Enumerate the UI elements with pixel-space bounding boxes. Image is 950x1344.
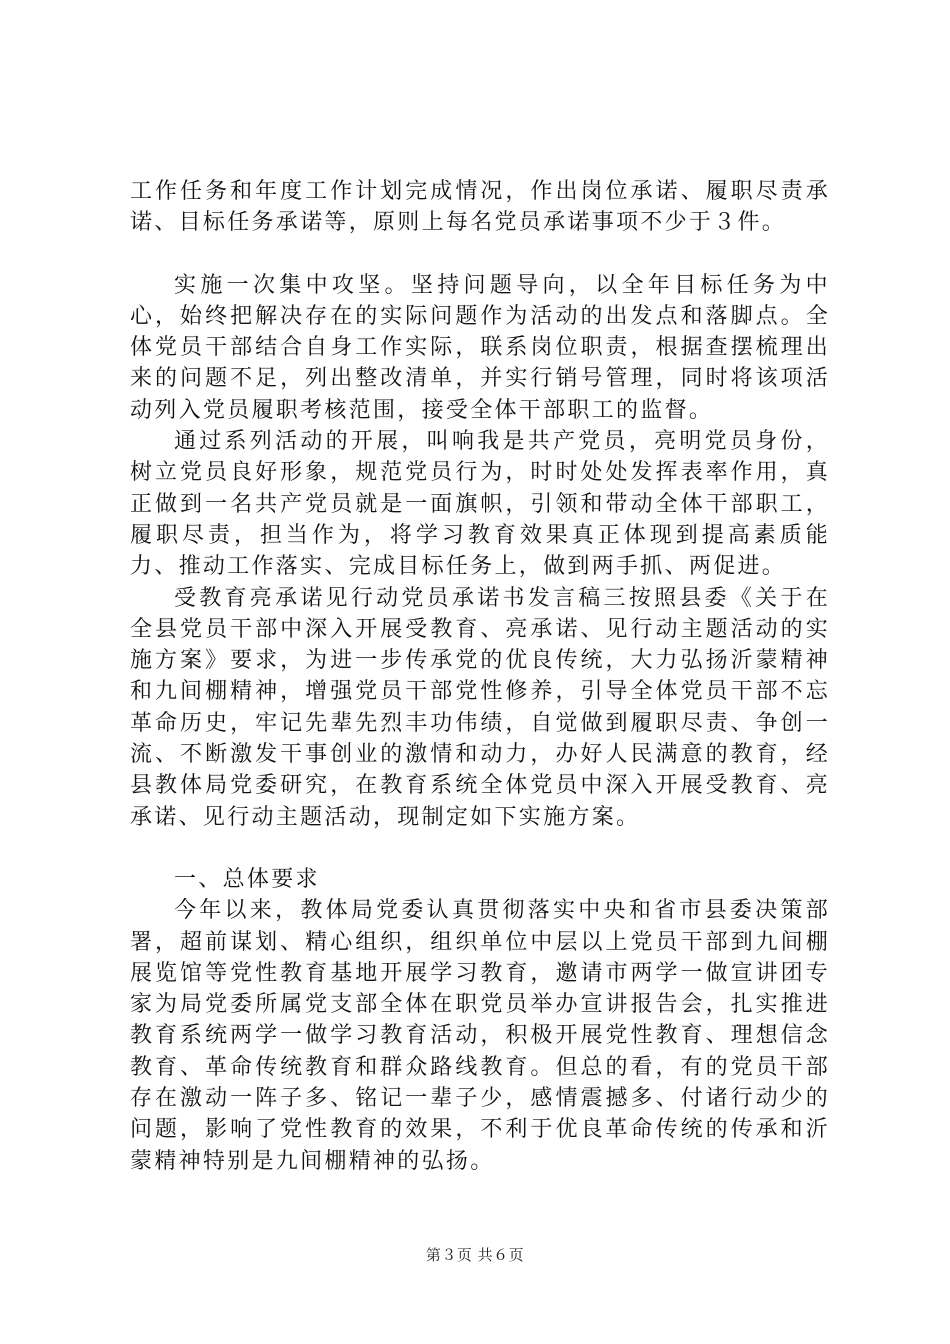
paragraph-continuation: 工作任务和年度工作计划完成情况，作出岗位承诺、履职尽责承诺、目标任务承诺等，原则上每名党员承诺事项不少于３件。	[130, 179, 830, 236]
paragraph-focused-attack: 实施一次集中攻坚。坚持问题导向，以全年目标任务为中心，始终把解决存在的实际问题作为活动的出发点和落脚点。全体党员干部结合自身工作实际，联系岗位职责，根据查摆梳理出来的问题不足，列出整改清单，并实行销号管理，同时将该项活动列入党员履职考核范围，接受全体干部职工的监督。	[130, 272, 830, 423]
page-number-footer: 第３页 共６页	[425, 1246, 525, 1264]
paragraph-activity-outcome: 通过系列活动的开展，叫响我是共产党员，亮明党员身份，树立党员良好形象，规范党员行为，时时处处发挥表率作用，真正做到一名共产党员就是一面旗帜，引领和带动全体干部职工，履职尽责，担当作为，将学习教育效果真正体现到提高素质能力、推动工作落实、完成目标任务上，做到两手抓、两促进。	[130, 429, 830, 580]
document-body	[130, 176, 830, 1177]
paragraph-gap	[130, 239, 830, 270]
paragraph-general-requirements: 今年以来，教体局党委认真贯彻落实中央和省市县委决策部署，超前谋划、精心组织，组织单位中层以上党员干部到九间棚展览馆等党性教育基地开展学习教育，邀请市两学一做宣讲团专家为局党委所属党支部全体在职党员举办宣讲报告会，扎实推进教育系统两学一做学习教育活动，积极开展党性教育、理想信念教育、革命传统教育和群众路线教育。但总的看，有的党员干部存在激动一阵子多、铭记一辈子少，感情震撼多、付诸行动少的问题，影响了党性教育的效果，不利于优良革命传统的传承和沂蒙精神特别是九间棚精神的弘扬。	[130, 898, 830, 1174]
paragraph-gap	[130, 833, 830, 864]
paragraph-implementation-plan: 受教育亮承诺见行动党员承诺书发言稿三按照县委《关于在全县党员干部中深入开展受教育、亮承诺、见行动主题活动的实施方案》要求，为进一步传承党的优良传统，大力弘扬沂蒙精神和九间棚精神，增强党员干部党性修养，引导全体党员干部不忘革命历史，牢记先辈先烈丰功伟绩，自觉做到履职尽责、争创一流、不断激发干事创业的激情和动力，办好人民满意的教育，经县教体局党委研究，在教育系统全体党员中深入开展受教育、亮承诺、见行动主题活动，现制定如下实施方案。	[130, 585, 830, 830]
section-heading: 一、总体要求	[174, 866, 320, 892]
